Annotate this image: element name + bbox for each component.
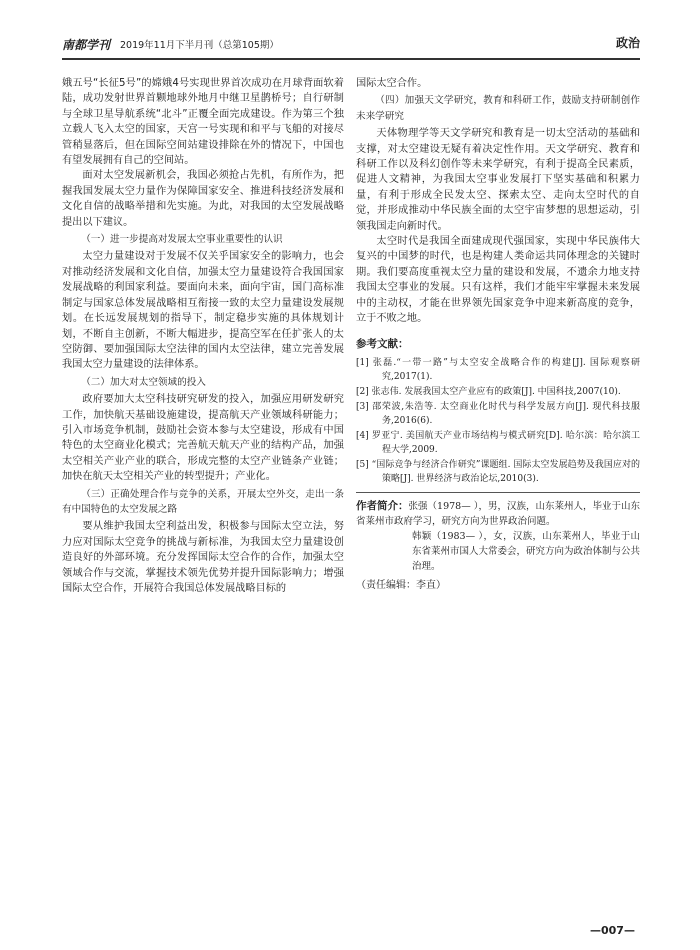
paragraph: 要从维护我国太空利益出发，积极参与国际太空立法，努力应对国际太空竞争的挑战与新标准，为我国太空力量建设创造良好的外部环境。充分发挥国际太空合作的合作，加强太空领域合作与交流，掌握技术领先优势并提升国际影响力；增强国际太空合作，开展符合我国总体发展战略目标的 [62, 521, 344, 594]
author-1: 张强（1978— ），男，汉族，山东莱州人，毕业于山东省莱州市政府学习，研究方向为世界政治问题。 [356, 500, 641, 527]
left-column [62, 76, 344, 596]
paragraph: 面对太空发展新机会，我国必须抢占先机，有所作为，把握我国发展太空力量作为保障国家安全、推进科技经济发展和文化自信的战略举措和先实施。为此，对我国的太空发展战略提出以下建议。 [62, 170, 344, 228]
subheading: （二）加大对太空领域的投入 [81, 376, 206, 388]
author-info [356, 499, 640, 529]
right-column [356, 76, 640, 593]
subheading: （一）进一步提高对发展太空事业重要性的认识 [81, 234, 283, 246]
page-number: —007— [590, 924, 635, 937]
references-title: 参考文献： [356, 337, 409, 350]
subheading: （四）加强天文学研究，教育和科研工作，鼓励支持研制创作未来学研究 [356, 95, 640, 122]
paragraph: 天体物理学等天文学研究和教育是一切太空活动的基础和支撑，对太空建设无疑有着决定性作用。天文学研究、教育和科研工作以及科幻创作等未来学研究，有利于提高全民素质，促进人文精神，为我国太空事业发展打下坚实基础和积累力量，有利于形成全民发太空、探索太空、走向太空时代的自觉，并形成推动中华民族全面的太空宇宙梦想的思想运动，引领我国走向新时代。 [356, 128, 640, 232]
journal-name: 南都学刊 [62, 38, 111, 52]
reference-item: [3] 邵荣波,朱浩等. 太空商业化时代与科学发展方向[J]. 现代科技服务,2016(6). [356, 401, 640, 426]
author-label: 作者简介： [356, 499, 409, 512]
paragraph: 娥五号“长征5号”的嫦娥4号实现世界首次成功在月球背面软着陆，成功发射世界首颗地球外地月中继卫星鹊桥号；自行研制与全球卫星导航系统“北斗”正覆全面完成建设。作为第三个独立载人飞入太空的国家，天宫一号实现和和平与飞船的对接尽管稍显落后，但在国际空间站建设排除在外的情况下，中国也有望发展拥有自己的空间站。 [62, 78, 344, 167]
paragraph: 太空时代是我国全面建成现代强国家，实现中华民族伟大复兴的中国梦的时代，也是构建人类命运共同体理念的关键时期。我们要高度重视太空力量的建设和发展，不遗余力地支持我国太空事业的发展。只有这样，我们才能牢牢掌握未来发展中的主动权，才能在世界领先国家竞争中迎来新高度的竞争，立于不败之地。 [356, 236, 640, 325]
editor-note: （责任编辑：李直） [356, 579, 446, 591]
divider [356, 492, 640, 493]
paragraph: 政府要加大太空科技研究研发的投入，加强应用研发研究工作，加快航天基础设施建设，提高航天产业领域科研能力；引入市场竞争机制，鼓励社会资本参与太空建设，形成有中国特色的太空商业化模式；完善航天航天产业的结构产品，加强太空相关产业产业的联合，形成完整的太空产业链条产业链；加快在航天太空相关产业的转型提升；产业化。 [62, 394, 344, 483]
reference-item: [4] 罗亚宁. 美国航天产业市场结构与模式研究[D]. 哈尔滨：哈尔滨工程大学,2009. [356, 430, 640, 455]
running-header [62, 34, 640, 54]
reference-list [356, 356, 640, 486]
author-2: 韩颖（1983— ），女，汉族，山东莱州人，毕业于山东省莱州市国人大常委会，研究方向为政治体制与公共治理。 [412, 530, 641, 572]
issue-info: 2019年11月下半月刊（总第105期） [120, 40, 279, 51]
reference-item: [5] “国际竞争与经济合作研究”课题组. 国际太空发展趋势及我国应对的策略[J]. 世界经济与政治论坛,2010(3). [356, 459, 640, 484]
subheading: （三）正确处理合作与竞争的关系，开展太空外交，走出一条有中国特色的太空发展之路 [62, 488, 344, 515]
reference-item: [1] 张磊.“一带一路”与太空安全战略合作的构建[J]. 国际观察研究,2017(1). [356, 357, 640, 382]
paragraph: 国际太空合作。 [356, 78, 428, 89]
reference-item: [2] 张志伟. 发展我国太空产业应有的政策[J]. 中国科技,2007(10). [356, 386, 621, 397]
section-name: 政治 [615, 36, 640, 50]
header-rule [62, 58, 640, 60]
paragraph: 太空力量建设对于发展不仅关乎国家安全的影响力，也会对推动经济发展和文化自信，加强太空力量建设符合我国国家发展战略的利国家利益。要面向未来，面向宇宙，国门高标准制定与国家总体发展战略相互衔接一致的太空力量建设发展规划。在长远发展规划的指导下，制定稳步实施的具体规划计划，不断自主创新，不断大幅进步，提高空军在任扩张人的太空防御、要加强国际太空法律的国内太空法律，建立完善发展我国太空力量建设的法律体系。 [62, 251, 344, 371]
